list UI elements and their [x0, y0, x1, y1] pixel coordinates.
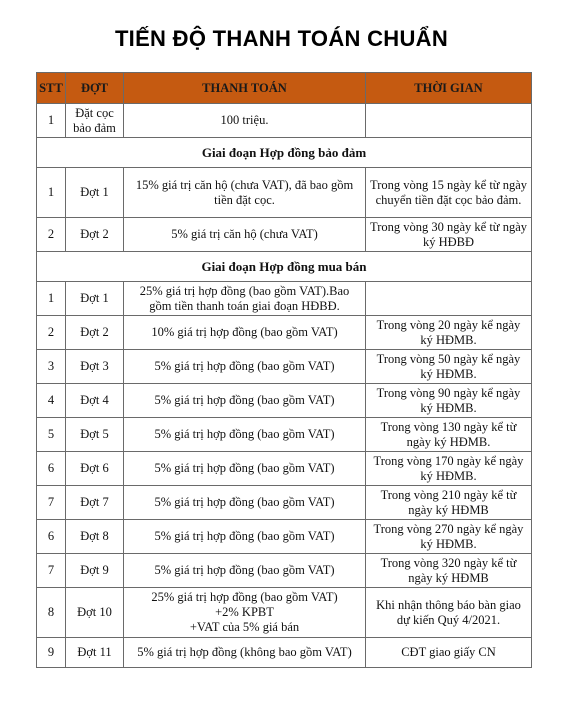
cell-thoi-gian: CĐT giao giấy CN	[366, 638, 532, 668]
cell-dot: Đặt cọc bảo đảm	[66, 104, 124, 138]
header-thoi-gian: THỜI GIAN	[366, 73, 532, 104]
cell-dot: Đợt 10	[66, 588, 124, 638]
cell-dot: Đợt 1	[66, 168, 124, 218]
table-row	[37, 282, 532, 316]
cell-dot: Đợt 2	[66, 218, 124, 252]
cell-stt: 3	[37, 350, 66, 384]
cell-thanh-toan: 5% giá trị hợp đồng (không bao gồm VAT)	[124, 638, 366, 668]
table-row-deposit	[37, 104, 532, 138]
cell-thanh-toan: 5% giá trị hợp đồng (bao gồm VAT)	[124, 554, 366, 588]
cell-thoi-gian: Khi nhận thông báo bàn giao dự kiến Quý 4/2021.	[366, 588, 532, 638]
cell-stt: 7	[37, 554, 66, 588]
payment-schedule-table	[36, 72, 532, 668]
cell-thanh-toan: 5% giá trị hợp đồng (bao gồm VAT)	[124, 350, 366, 384]
section-row-hdmb	[37, 252, 532, 282]
table-row	[37, 384, 532, 418]
cell-dot: Đợt 3	[66, 350, 124, 384]
table-row	[37, 218, 532, 252]
cell-thanh-toan: 100 triệu.	[124, 104, 366, 138]
cell-thoi-gian: Trong vòng 90 ngày kể ngày ký HĐMB.	[366, 384, 532, 418]
cell-thanh-toan	[124, 588, 366, 638]
cell-stt: 1	[37, 104, 66, 138]
cell-stt: 8	[37, 588, 66, 638]
cell-stt: 1	[37, 168, 66, 218]
cell-dot: Đợt 11	[66, 638, 124, 668]
table-row	[37, 452, 532, 486]
table-row	[37, 638, 532, 668]
table-row	[37, 520, 532, 554]
cell-thanh-toan: 5% giá trị căn hộ (chưa VAT)	[124, 218, 366, 252]
cell-stt: 9	[37, 638, 66, 668]
cell-thoi-gian: Trong vòng 30 ngày kể từ ngày ký HĐBĐ	[366, 218, 532, 252]
cell-stt: 6	[37, 520, 66, 554]
header-stt: STT	[37, 73, 66, 104]
cell-thoi-gian: Trong vòng 130 ngày kể từ ngày ký HĐMB.	[366, 418, 532, 452]
cell-thanh-toan: 5% giá trị hợp đồng (bao gồm VAT)	[124, 520, 366, 554]
cell-thoi-gian: Trong vòng 50 ngày kể ngày ký HĐMB.	[366, 350, 532, 384]
table-row	[37, 588, 532, 638]
cell-dot: Đợt 5	[66, 418, 124, 452]
header-dot: ĐỢT	[66, 73, 124, 104]
cell-thanh-toan: 5% giá trị hợp đồng (bao gồm VAT)	[124, 486, 366, 520]
cell-stt: 2	[37, 316, 66, 350]
cell-dot: Đợt 6	[66, 452, 124, 486]
header-thanh-toan: THANH TOÁN	[124, 73, 366, 104]
cell-thanh-toan: 5% giá trị hợp đồng (bao gồm VAT)	[124, 384, 366, 418]
table-row	[37, 316, 532, 350]
table-row	[37, 486, 532, 520]
section-title: Giai đoạn Hợp đồng bảo đảm	[37, 138, 532, 168]
payment-line: 25% giá trị hợp đồng (bao gồm VAT)	[151, 590, 338, 604]
cell-thoi-gian	[366, 282, 532, 316]
payment-line: +VAT của 5% giá bán	[189, 620, 300, 634]
cell-thanh-toan: 15% giá trị căn hộ (chưa VAT), đã bao gồm tiền đặt cọc.	[124, 168, 366, 218]
section-title: Giai đoạn Hợp đồng mua bán	[37, 252, 532, 282]
cell-dot: Đợt 8	[66, 520, 124, 554]
table-row	[37, 418, 532, 452]
cell-dot: Đợt 7	[66, 486, 124, 520]
cell-thanh-toan: 10% giá trị hợp đồng (bao gồm VAT)	[124, 316, 366, 350]
cell-stt: 1	[37, 282, 66, 316]
cell-dot: Đợt 4	[66, 384, 124, 418]
cell-thoi-gian: Trong vòng 20 ngày kể ngày ký HĐMB.	[366, 316, 532, 350]
cell-thoi-gian: Trong vòng 170 ngày kể ngày ký HĐMB.	[366, 452, 532, 486]
table-row	[37, 554, 532, 588]
cell-dot: Đợt 2	[66, 316, 124, 350]
cell-thoi-gian: Trong vòng 270 ngày kể ngày ký HĐMB.	[366, 520, 532, 554]
table-row	[37, 168, 532, 218]
cell-thoi-gian	[366, 104, 532, 138]
cell-thoi-gian: Trong vòng 15 ngày kể từ ngày chuyển tiền đặt cọc bảo đảm.	[366, 168, 532, 218]
cell-thoi-gian: Trong vòng 210 ngày kể từ ngày ký HĐMB	[366, 486, 532, 520]
cell-stt: 2	[37, 218, 66, 252]
cell-thanh-toan: 5% giá trị hợp đồng (bao gồm VAT)	[124, 452, 366, 486]
cell-stt: 6	[37, 452, 66, 486]
table-header-row	[37, 73, 532, 104]
section-row-hdbd	[37, 138, 532, 168]
cell-dot: Đợt 9	[66, 554, 124, 588]
cell-thanh-toan: 5% giá trị hợp đồng (bao gồm VAT)	[124, 418, 366, 452]
page-title: TIẾN ĐỘ THANH TOÁN CHUẨN	[114, 26, 449, 51]
cell-thanh-toan: 25% giá trị hợp đồng (bao gồm VAT).Bao gồm tiền thanh toán giai đoạn HĐBĐ.	[124, 282, 366, 316]
cell-stt: 7	[37, 486, 66, 520]
payment-line: +2% KPBT	[215, 605, 274, 619]
cell-thoi-gian: Trong vòng 320 ngày kể từ ngày ký HĐMB	[366, 554, 532, 588]
table-row	[37, 350, 532, 384]
cell-stt: 5	[37, 418, 66, 452]
cell-dot: Đợt 1	[66, 282, 124, 316]
cell-stt: 4	[37, 384, 66, 418]
